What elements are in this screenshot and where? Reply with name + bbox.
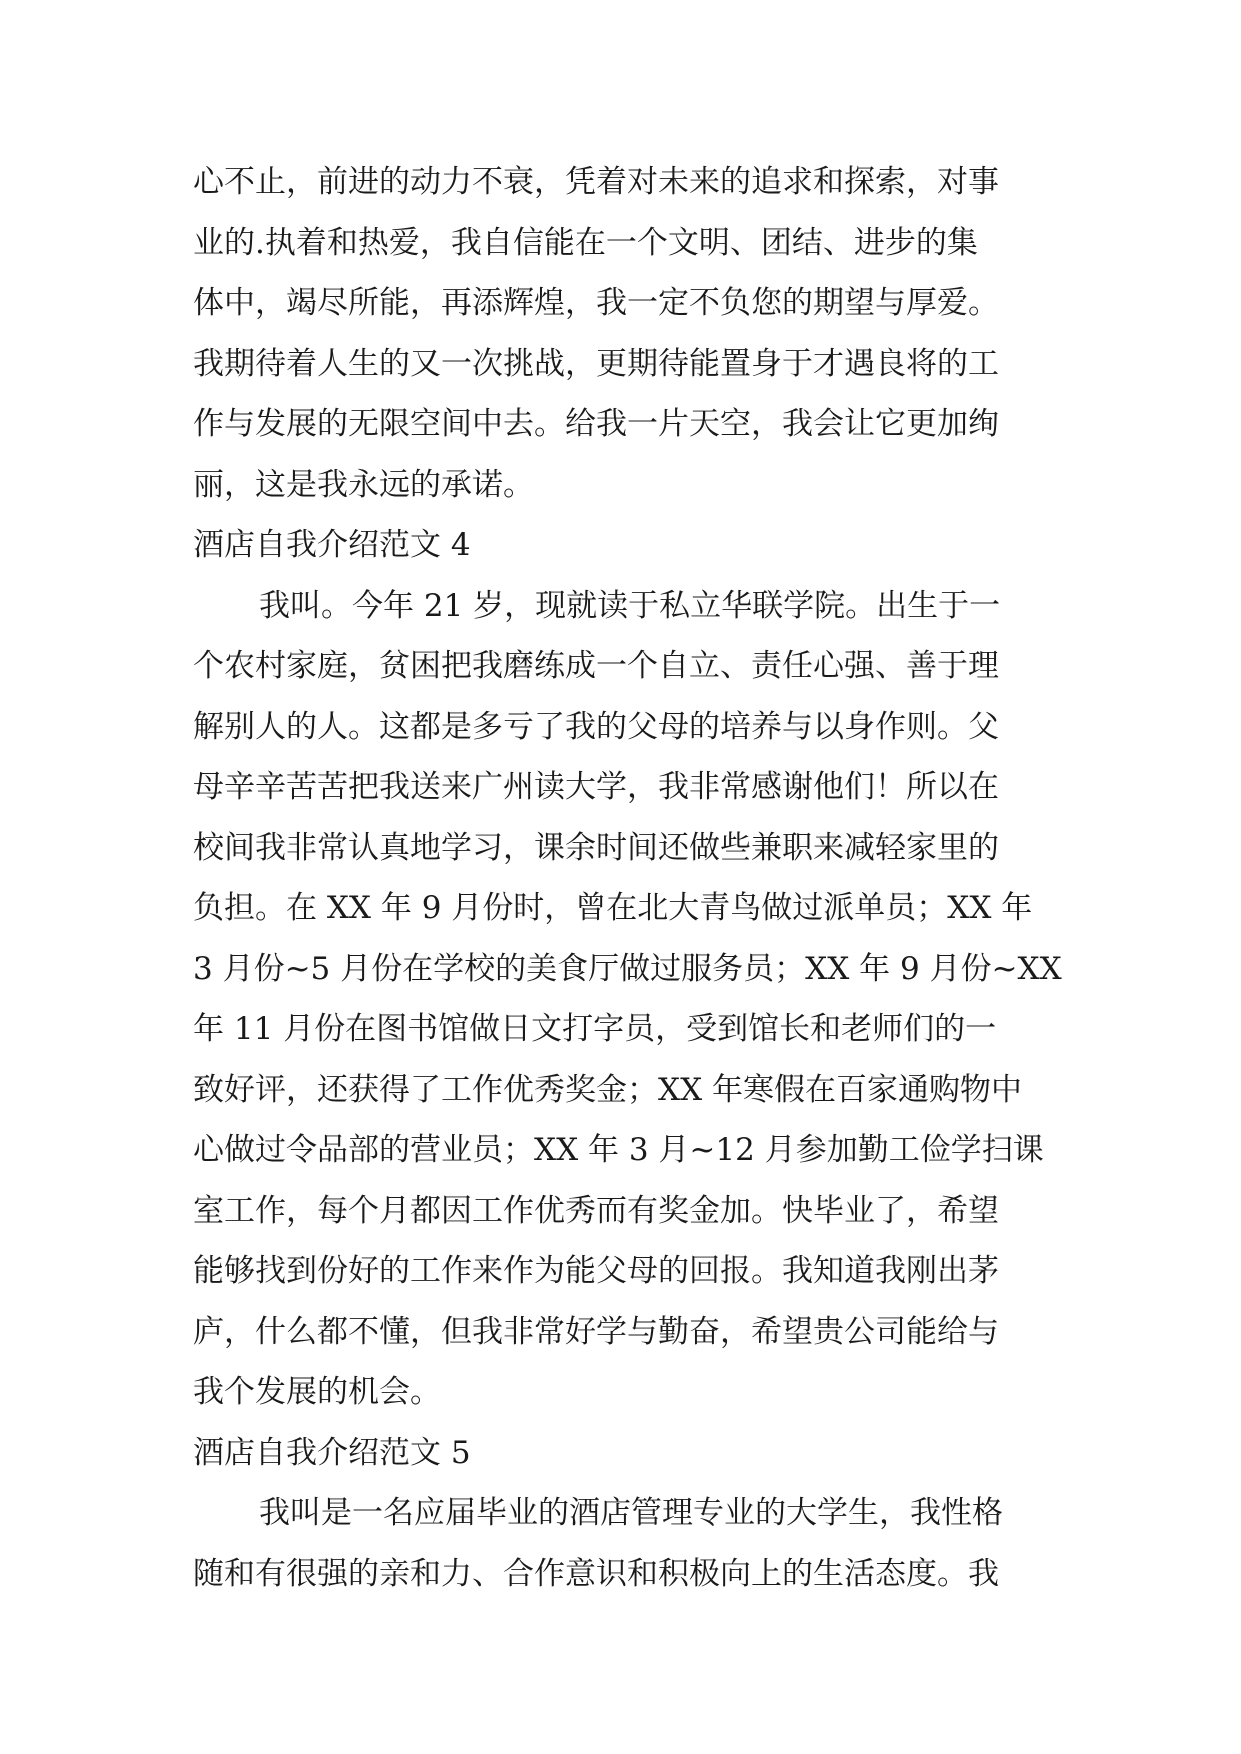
paragraph-line: 我叫是一名应届毕业的酒店管理专业的大学生，我性格: [259, 1495, 1003, 1531]
section5: [193, 1423, 1063, 1605]
paragraph-line: 随和有很强的亲和力、合作意识和积极向上的生活态度。我: [193, 1555, 999, 1592]
paragraph-line: 室工作，每个月都因工作优秀而有奖金加。快毕业了，希望: [193, 1192, 999, 1229]
paragraph-line: 校间我非常认真地学习，课余时间还做些兼职来减轻家里的: [193, 829, 999, 866]
paragraph-line: 年 11 月份在图书馆做日文打字员，受到馆长和老师们的一: [193, 1011, 997, 1047]
section4: [193, 515, 1063, 1423]
section3-tail: [193, 152, 1063, 515]
paragraph-line: 心不止，前进的动力不衰，凭着对未来的追求和探索，对事: [193, 164, 999, 200]
paragraph-line: 体中，竭尽所能，再添辉煌，我一定不负您的期望与厚爱。: [193, 285, 999, 321]
paragraph-line: 我叫。今年 21 岁，现就读于私立华联学院。出生于一: [259, 587, 1001, 624]
paragraph-line: 心做过令品部的营业员；XX 年 3 月~12 月参加勤工俭学扫课: [193, 1132, 1044, 1168]
paragraph-line: 作与发展的无限空间中去。给我一片天空，我会让它更加绚: [193, 406, 999, 442]
paragraph-line: 个农村家庭，贫困把我磨练成一个自立、责任心强、善于理: [193, 648, 999, 684]
document-body: [193, 152, 1063, 1604]
paragraph-line: 负担。在 XX 年 9 月份时，曾在北大青鸟做过派单员；XX 年: [193, 890, 1033, 926]
paragraph-line: 母辛辛苦苦把我送来广州读大学，我非常感谢他们！所以在: [193, 769, 999, 805]
paragraph-line: 丽，这是我永远的承诺。: [193, 466, 534, 503]
paragraph-line: 我个发展的机会。: [193, 1374, 441, 1410]
paragraph-line: 解别人的人。这都是多亏了我的父母的培养与以身作则。父: [193, 708, 999, 745]
section-heading: 酒店自我介绍范文 4: [193, 527, 471, 563]
paragraph-line: 业的.执着和热爱，我自信能在一个文明、团结、进步的集: [193, 224, 978, 261]
paragraph-line: 致好评，还获得了工作优秀奖金；XX 年寒假在百家通购物中: [193, 1071, 1022, 1108]
section-heading: 酒店自我介绍范文 5: [193, 1434, 471, 1471]
paragraph-line: 能够找到份好的工作来作为能父母的回报。我知道我刚出茅: [193, 1253, 999, 1289]
paragraph-line: 我期待着人生的又一次挑战，更期待能置身于才遇良将的工: [193, 345, 999, 382]
paragraph-line: 3 月份~5 月份在学校的美食厅做过服务员；XX 年 9 月份~XX: [193, 950, 1062, 987]
paragraph-line: 庐，什么都不懂，但我非常好学与勤奋，希望贵公司能给与: [193, 1313, 999, 1350]
